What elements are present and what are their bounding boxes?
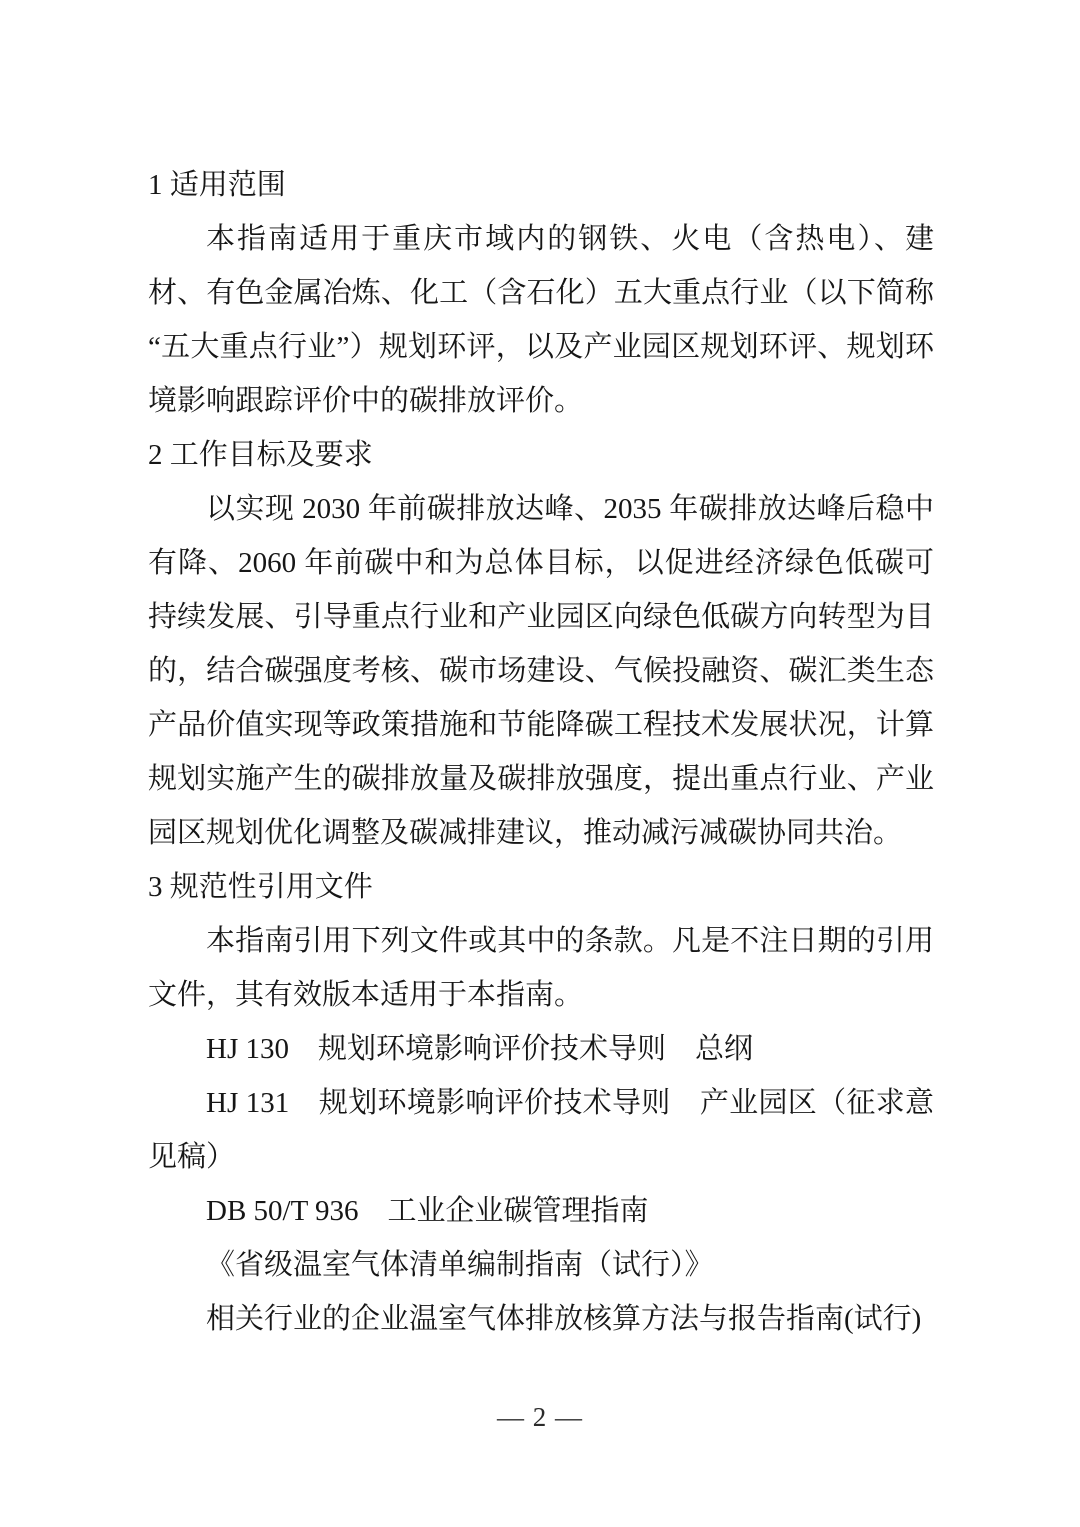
section-scope-paragraph: 本指南适用于重庆市域内的钢铁、火电（含热电）、建材、有色金属冶炼、化工（含石化）五大重点行业（以下简称“五大重点行业”）规划环评，以及产业园区规划环评、规划环境影响跟踪评价中的碳排放评价。 bbox=[148, 223, 934, 417]
section-heading-scope: 1 适用范围 bbox=[148, 169, 286, 201]
page-footer bbox=[0, 1392, 1080, 1442]
reference-item-hj131: HJ 131 规划环境影响评价技术导则 产业园区（征求意见稿） bbox=[148, 1087, 934, 1173]
section-heading-references: 3 规范性引用文件 bbox=[148, 871, 373, 903]
section-heading-goals: 2 工作目标及要求 bbox=[148, 439, 373, 471]
page-number: — 2 — bbox=[497, 1402, 583, 1432]
document-body bbox=[148, 158, 934, 1346]
reference-item-db50t936: DB 50/T 936 工业企业碳管理指南 bbox=[206, 1195, 649, 1227]
reference-item-provincial-ghg-inventory-guide: 《省级温室气体清单编制指南（试行）》 bbox=[206, 1249, 714, 1281]
section-goals-paragraph: 以实现 2030 年前碳排放达峰、2035 年碳排放达峰后稳中有降、2060 年前碳中和为总体目标，以促进经济绿色低碳可持续发展、引导重点行业和产业园区向绿色低碳方向转型为目的，结合碳强度考核、碳市场建设、气候投融资、碳汇类生态产品价值实现等政策措施和节能降碳工程技术发展状况，计算规划实施产生的碳排放量及碳排放强度，提出重点行业、产业园区规划优化调整及碳减排建议，推动减污减碳协同共治。 bbox=[148, 493, 934, 849]
reference-item-industry-ghg-accounting-guide: 相关行业的企业温室气体排放核算方法与报告指南(试行) bbox=[206, 1303, 922, 1335]
reference-item-hj130: HJ 130 规划环境影响评价技术导则 总纲 bbox=[206, 1033, 753, 1065]
section-references-paragraph: 本指南引用下列文件或其中的条款。凡是不注日期的引用文件，其有效版本适用于本指南。 bbox=[148, 925, 934, 1011]
